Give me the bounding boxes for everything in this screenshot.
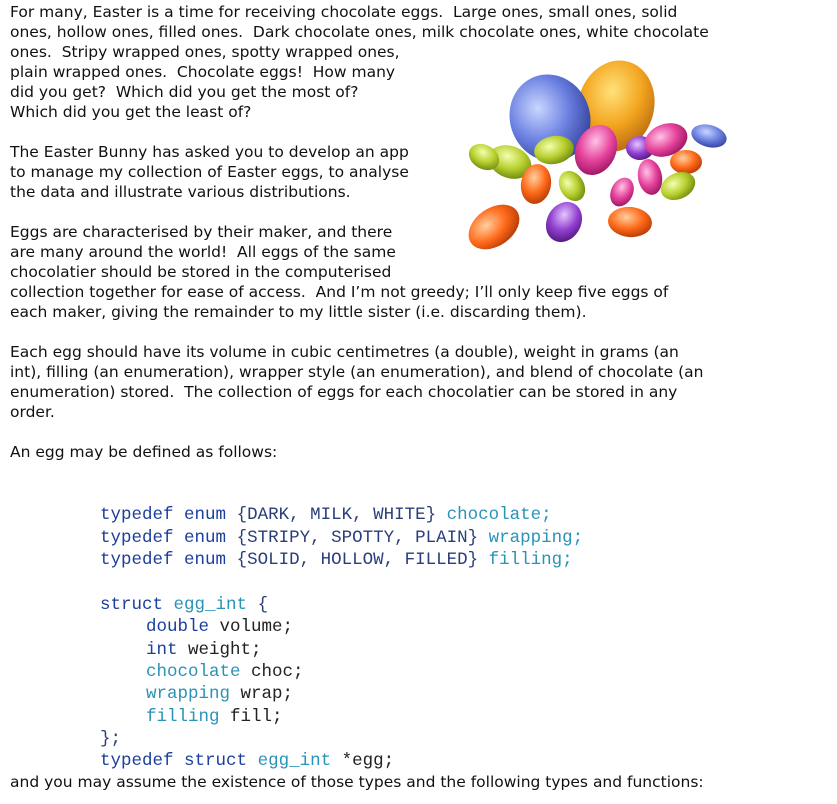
paragraph-3-line-1: Eggs are characterised by their maker, and there	[10, 223, 393, 241]
code-type-name: wrapping;	[488, 528, 584, 548]
paragraph-4-line-2: int), filling (an enumeration), wrapper style (an enumeration), and blend of chocolate (an	[10, 363, 704, 381]
code-type-name: filling;	[488, 550, 573, 570]
code-keyword: typedef	[100, 550, 174, 570]
code-field-name: wrap;	[240, 684, 294, 704]
code-keyword: int	[146, 640, 178, 660]
code-keyword: enum	[184, 550, 227, 570]
code-line-field-fill	[104, 684, 283, 727]
code-keyword: enum	[184, 528, 227, 548]
code-enum-body: {SOLID, HOLLOW, FILLED}	[236, 550, 479, 570]
code-keyword: enum	[184, 505, 227, 525]
code-line-field-choc	[104, 639, 304, 682]
paragraph-4-line-3: enumeration) stored. The collection of eggs for each chocolatier can be stored in any	[10, 383, 678, 401]
paragraph-3-line-5: each maker, giving the remainder to my little sister (i.e. discarding them).	[10, 303, 587, 321]
paragraph-1-line-4: plain wrapped ones. Chocolate eggs! How many	[10, 63, 396, 81]
code-line-enum-filling	[58, 527, 573, 570]
code-keyword: struct	[184, 751, 248, 771]
code-keyword: struct	[100, 595, 164, 615]
code-field-name: volume;	[219, 617, 294, 637]
code-type-name: egg_int	[173, 595, 248, 615]
easter-eggs-photo	[454, 52, 731, 268]
paragraph-3-line-3: chocolatier should be stored in the computerised	[10, 263, 392, 281]
code-field-name: choc;	[251, 662, 304, 682]
code-keyword: typedef	[100, 751, 174, 771]
code-line-enum-chocolate	[58, 482, 552, 525]
code-type-name: chocolate;	[446, 505, 552, 525]
paragraph-6: and you may assume the existence of those types and the following types and functions:	[10, 773, 704, 791]
paragraph-3-line-2: are many around the world! All eggs of the same	[10, 243, 396, 261]
code-line-struct-close	[58, 706, 122, 749]
code-line-field-weight	[104, 617, 262, 660]
code-keyword: typedef	[100, 505, 174, 525]
egg-orange-1	[670, 150, 702, 174]
paragraph-2-line-2: to manage my collection of Easter eggs, to analyse	[10, 163, 409, 181]
code-enum-body: {DARK, MILK, WHITE}	[236, 505, 437, 525]
paragraph-3-line-4: collection together for ease of access. And I’m not greedy; I’ll only keep five eggs of	[10, 283, 669, 301]
code-brace: {	[257, 595, 269, 615]
code-type-name: wrapping	[146, 684, 231, 704]
paragraph-2-line-3: the data and illustrate various distributions.	[10, 183, 351, 201]
code-keyword: double	[146, 617, 210, 637]
paragraph-5: An egg may be defined as follows:	[10, 443, 278, 461]
code-brace: };	[100, 729, 122, 749]
paragraph-2-line-1: The Easter Bunny has asked you to develop an app	[10, 143, 409, 161]
code-enum-body: {STRIPY, SPOTTY, PLAIN}	[236, 528, 479, 548]
paragraph-4-line-1: Each egg should have its volume in cubic centimetres (a double), weight in grams (an	[10, 343, 679, 361]
code-line-typedef-egg	[58, 728, 395, 771]
code-line-field-wrap	[104, 661, 294, 704]
code-type-name: egg_int	[257, 751, 332, 771]
paragraph-1-line-5: did you get? Which did you get the most of?	[10, 83, 359, 101]
code-line-enum-wrapping	[58, 505, 584, 548]
paragraph-1-line-6: Which did you get the least of?	[10, 103, 252, 121]
code-line-struct-open	[58, 572, 269, 615]
paragraph-1-line-1: For many, Easter is a time for receiving chocolate eggs. Large ones, small ones, solid	[10, 3, 678, 21]
code-pointer-name: *egg;	[341, 751, 395, 771]
paragraph-1-line-3: ones. Stripy wrapped ones, spotty wrapped ones,	[10, 43, 400, 61]
code-type-name: filling	[146, 707, 220, 727]
paragraph-1-line-2: ones, hollow ones, filled ones. Dark chocolate ones, milk chocolate ones, white chocolate	[10, 23, 709, 41]
code-keyword: typedef	[100, 528, 174, 548]
code-field-name: weight;	[188, 640, 262, 660]
code-type-name: chocolate	[146, 662, 241, 682]
code-line-field-volume	[104, 594, 294, 637]
code-field-name: fill;	[230, 707, 283, 727]
paragraph-4-line-4: order.	[10, 403, 55, 421]
